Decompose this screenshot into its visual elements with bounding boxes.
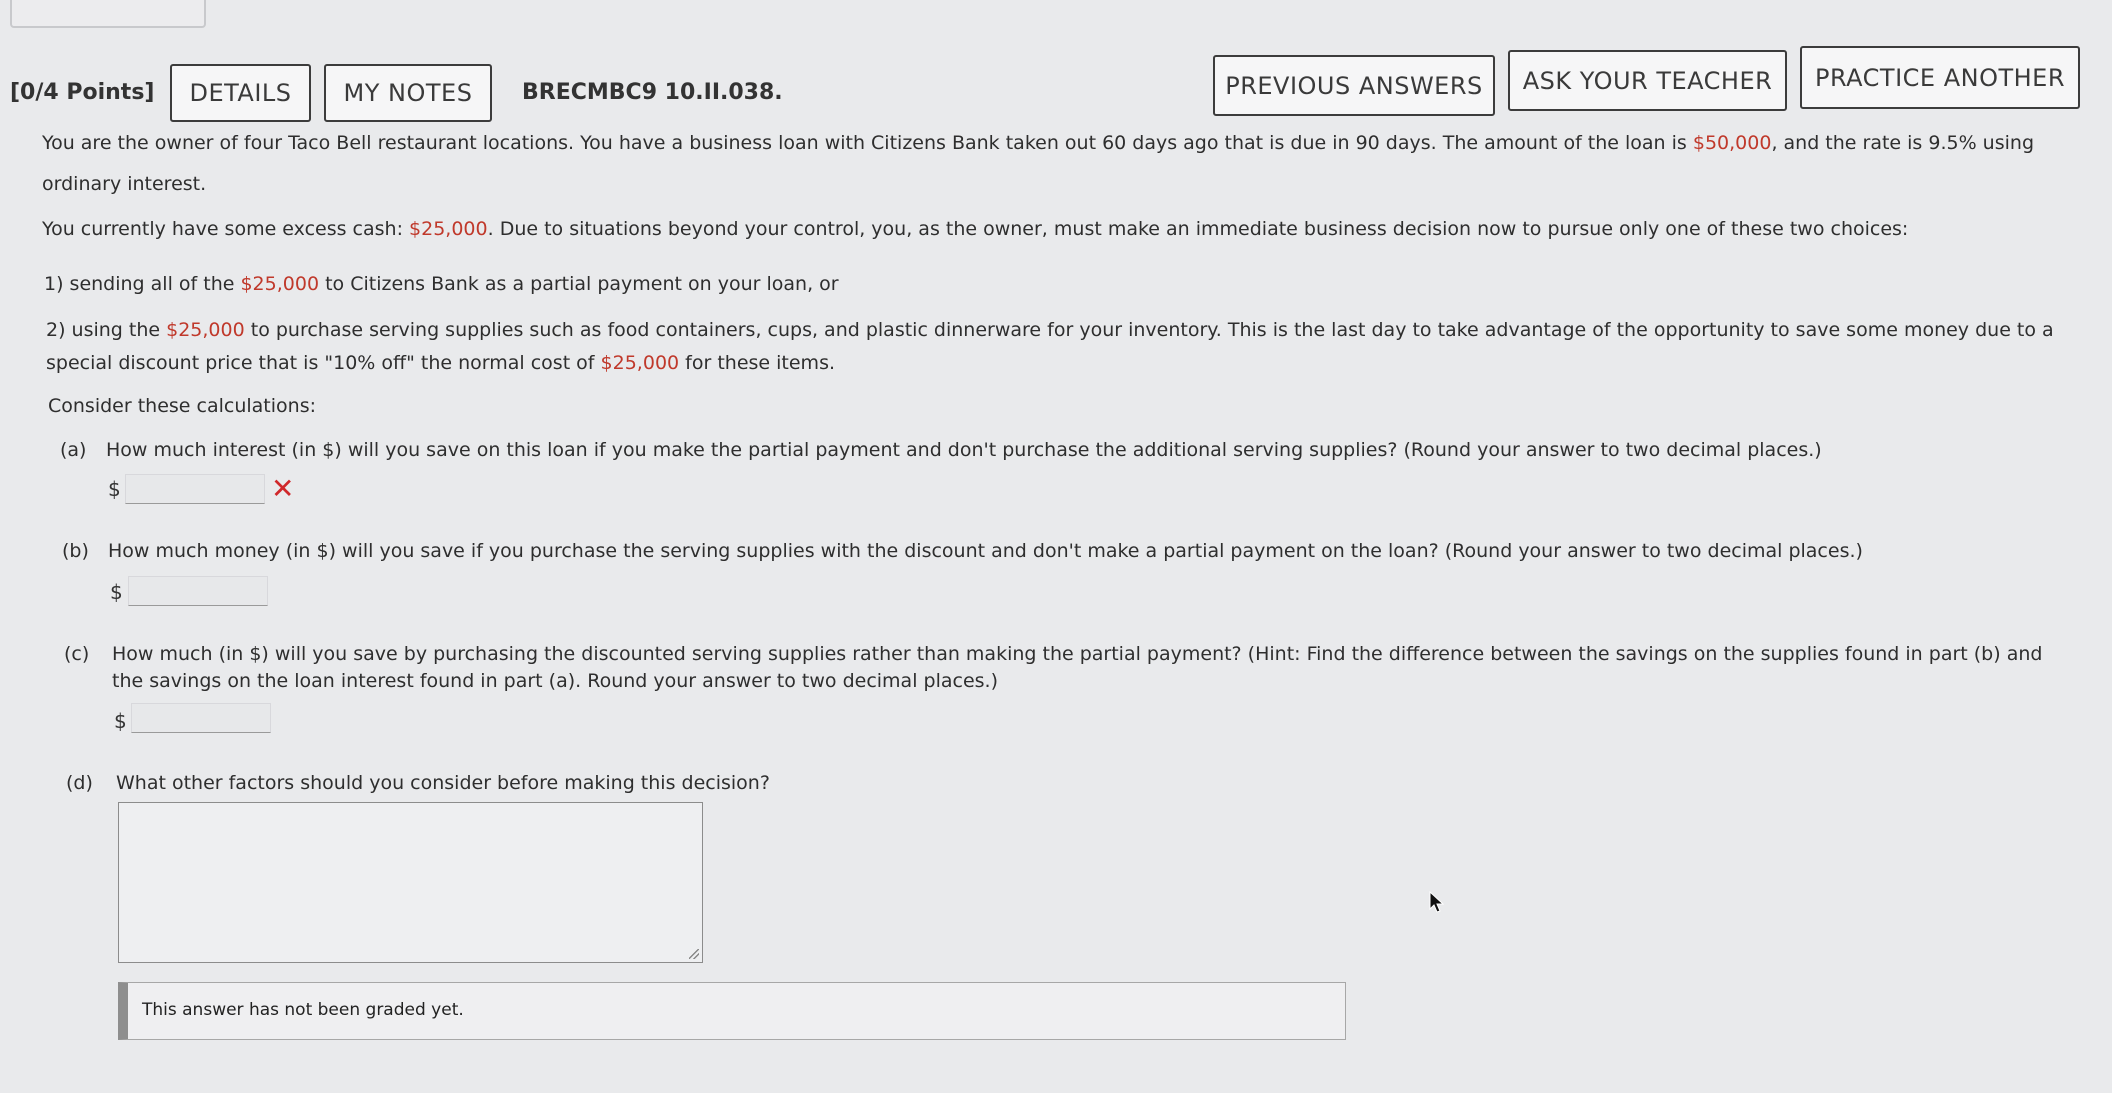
- practice-another-button[interactable]: PRACTICE ANOTHER: [1800, 46, 2080, 109]
- points-score: [0/4 Points]: [10, 80, 155, 105]
- part-c-question-line2: the savings on the loan interest found in part (a). Round your answer to two decimal places.): [112, 670, 998, 692]
- choice-2-line2: special discount price that is "10% off" the normal cost of $25,000 for these items.: [46, 352, 836, 374]
- incorrect-x-icon: ✕: [271, 472, 295, 505]
- part-c-answer-input[interactable]: [131, 703, 271, 733]
- part-d-question: What other factors should you consider before making this decision?: [116, 772, 770, 794]
- part-a-label: (a): [60, 439, 87, 461]
- part-c-label: (c): [64, 643, 90, 665]
- grading-status-box: [118, 982, 1346, 1040]
- grading-status-message: This answer has not been graded yet.: [142, 1000, 464, 1020]
- previous-answers-button[interactable]: PREVIOUS ANSWERS: [1213, 55, 1495, 116]
- part-b-currency: $: [110, 580, 123, 604]
- part-a-currency: $: [108, 477, 121, 501]
- part-a-answer-input[interactable]: [125, 474, 265, 504]
- problem-code: BRECMBC9 10.II.038.: [522, 80, 783, 105]
- part-d-answer-textarea[interactable]: [118, 802, 703, 963]
- part-b-question: How much money (in $) will you save if you purchase the serving supplies with the discount and don't make a partial payment on the loan? (Round your answer to two decimal places.): [108, 540, 1863, 562]
- part-b-label: (b): [62, 540, 89, 562]
- part-c-currency: $: [114, 709, 127, 733]
- choice-1: 1) sending all of the $25,000 to Citizens Bank as a partial payment on your loan, or: [44, 273, 839, 295]
- part-a-question: How much interest (in $) will you save on this loan if you make the partial payment and don't purchase the additional serving supplies? (Round your answer to two decimal places.): [106, 439, 1822, 461]
- intro-paragraph-line2: ordinary interest.: [42, 173, 207, 195]
- part-b-answer-input[interactable]: [128, 576, 268, 606]
- loan-amount: $50,000: [1692, 132, 1772, 154]
- part-d-label: (d): [66, 772, 93, 794]
- intro-paragraph: You are the owner of four Taco Bell restaurant locations. You have a business loan with Citizens Bank taken out 60 days ago that is due in 90 days. The amount of the loan is $50,000, and the rate is 9.5% using: [42, 132, 2035, 154]
- choice-2: 2) using the $25,000 to purchase serving supplies such as food containers, cups, and plastic dinnerware for your inventory. This is the last day to take advantage of the opportunity to save some money due to a: [46, 319, 2054, 341]
- part-c-question: How much (in $) will you save by purchasing the discounted serving supplies rather than making the partial payment? (Hint: Find the difference between the savings on the supplies found in part (b) and: [112, 643, 2043, 665]
- details-button[interactable]: DETAILS: [170, 64, 311, 122]
- cash-paragraph: You currently have some excess cash: $25,000. Due to situations beyond your control, you, as the owner, must make an immediate business decision now to pursue only one of these two choices:: [42, 218, 1909, 240]
- resize-grip-icon[interactable]: [689, 949, 699, 959]
- ask-your-teacher-button[interactable]: ASK YOUR TEACHER: [1508, 50, 1787, 111]
- mouse-pointer-icon: [1428, 890, 1448, 916]
- consider-heading: Consider these calculations:: [48, 395, 316, 417]
- my-notes-button[interactable]: MY NOTES: [324, 64, 492, 122]
- cash-amount: $25,000: [409, 218, 488, 240]
